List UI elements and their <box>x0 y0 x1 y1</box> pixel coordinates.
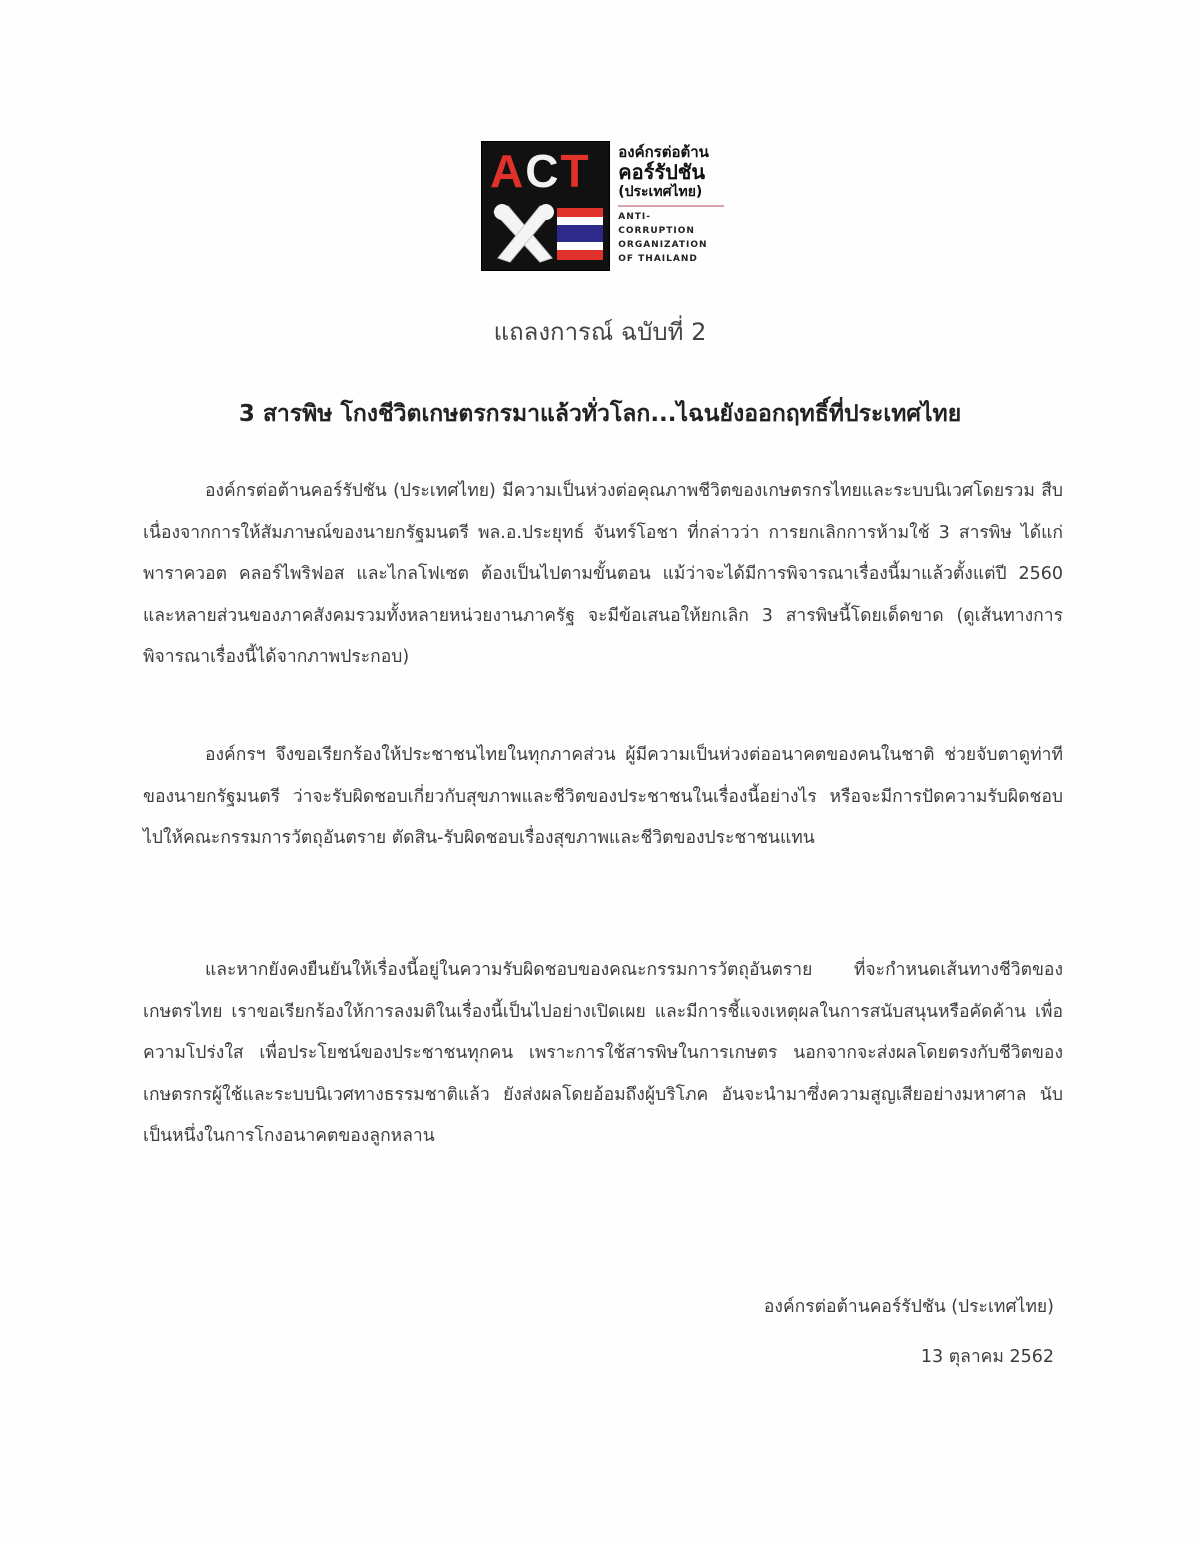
headline: 3 สารพิษ โกงชีวิตเกษตรกรมาแล้วทั่วโลก...ไฉนยังออกฤทธิ์ที่ประเทศไทย <box>238 401 962 427</box>
logo-mark <box>481 141 610 271</box>
logo-thai-line3: (ประเทศไทย) <box>618 184 703 200</box>
paragraph-3-text: และหากยังคงยืนยันให้เรื่องนี้อยู่ในความรับผิดชอบของคณะกรรมการวัตถุอันตราย ที่จะกำหนดเส้นทางชีวิตของเกษตรไทย เราขอเรียกร้องให้การลงมติในเรื่องนี้เป็นไปอย่างเปิดเผย และมีการชี้แจงเหตุผลในการสนับสนุนหรือคัดค้าน เพื่อความโปร่งใส เพื่อประโยชน์ของประชาชนทุกคน เพราะการใช้สารพิษในการเกษตร นอกจากจะส่งผลโดยตรงกับชีวิตของเกษตรกรผู้ใช้และระบบนิเวศทางธรรมชาติแล้ว ยังส่งผลโดยอ้อมถึงผู้บริโภค อันจะนำมาซึ่งความสูญเสียอย่างมหาศาล นับเป็นหนึ่งในการโกงอนาคตของลูกหลาน <box>143 960 1063 1146</box>
logo-text <box>618 141 727 271</box>
logo-en-line1: ANTI-CORRUPTION <box>618 212 695 236</box>
paragraph-1 <box>143 471 1063 679</box>
logo-thai-line2: คอร์รัปชัน <box>618 160 706 184</box>
paragraph-3 <box>143 950 1063 1158</box>
paragraph-1-text: องค์กรต่อต้านคอร์รัปชัน (ประเทศไทย) มีความเป็นห่วงต่อคุณภาพชีวิตของเกษตรกรไทยและระบบนิเวศโดยรวม สืบเนื่องจากการให้สัมภาษณ์ของนายกรัฐมนตรี พล.อ.ประยุทธ์ จันทร์โอชา ที่กล่าวว่า การยกเลิกการห้ามใช้ 3 สารพิษ ได้แก่ พาราควอต คลอร์ไพริฟอส และไกลโฟเซต ต้องเป็นไปตามขั้นตอน แม้ว่าจะได้มีการพิจารณาเรื่องนี้มาแล้วตั้งแต่ปี 2560 และหลายส่วนของภาคสังคมรวมทั้งหลายหน่วยงานภาครัฐ จะมีข้อเสนอให้ยกเลิก 3 สารพิษนี้โดยเด็ดขาด (ดูเส้นทางการพิจารณาเรื่องนี้ได้จากภาพประกอบ) <box>143 481 1063 667</box>
logo-en-line3: OF THAILAND <box>618 254 698 264</box>
paragraph-2-text: องค์กรฯ จึงขอเรียกร้องให้ประชาชนไทยในทุกภาคส่วน ผู้มีความเป็นห่วงต่ออนาคตของคนในชาติ ช่วยจับตาดูท่าทีของนายกรัฐมนตรี ว่าจะรับผิดชอบเกี่ยวกับสุขภาพและชีวิตของประชาชนในเรื่องนี้อย่างไร หรือจะมีการปัดความรับผิดชอบไปให้คณะกรรมการวัตถุอันตราย ตัดสิน-รับผิดชอบเรื่องสุขภาพและชีวิตของประชาชนแทน <box>143 745 1063 848</box>
logo-thai-line1: องค์กรต่อต้าน <box>618 143 709 161</box>
logo-divider <box>618 205 724 207</box>
date: 13 ตุลาคม 2562 <box>920 1347 1054 1367</box>
logo-letter-a: A <box>490 145 526 197</box>
document-type: แถลงการณ์ ฉบับที่ 2 <box>493 318 707 346</box>
logo-en-line2: ORGANIZATION <box>618 240 708 250</box>
signature: องค์กรต่อต้านคอร์รัปชัน (ประเทศไทย) <box>763 1297 1054 1317</box>
logo-letter-c: C <box>525 145 561 197</box>
act-logo <box>481 141 727 271</box>
logo-letters <box>490 146 591 196</box>
crossed-arms-icon <box>490 202 560 264</box>
thai-flag-icon <box>557 208 603 260</box>
logo-letter-t: T <box>560 145 591 197</box>
paragraph-2 <box>143 735 1063 860</box>
